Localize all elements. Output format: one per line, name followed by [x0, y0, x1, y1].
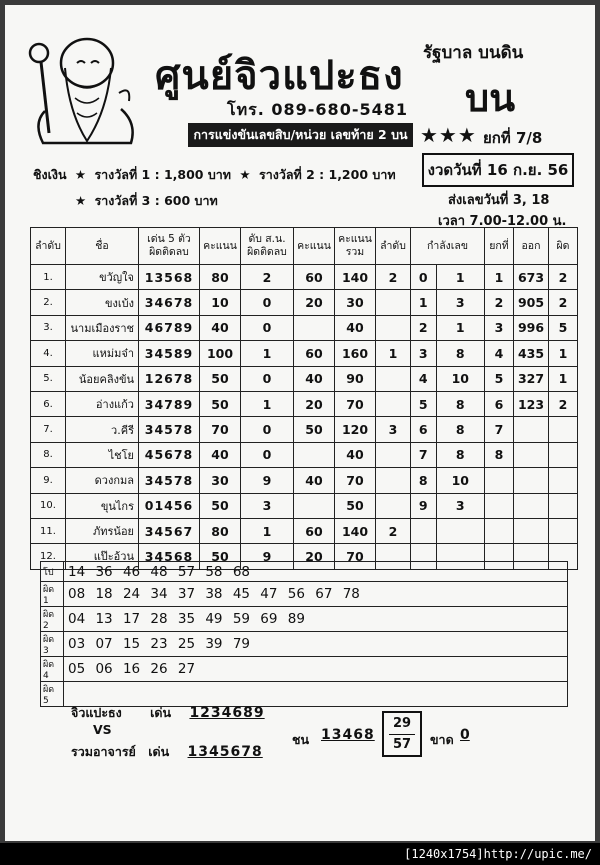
- pair-label: โป: [41, 562, 64, 582]
- table-cell: 50: [200, 366, 241, 391]
- prize-first: รางวัลที่ 1 : 1,800 บาท: [94, 167, 232, 182]
- table-cell: [485, 493, 514, 518]
- competition-banner: การแข่งขันเลขสิบ/หน่วย เลขท้าย 2 บน: [188, 123, 413, 147]
- star-rating: ★★★: [420, 123, 477, 147]
- table-cell: [376, 315, 411, 340]
- header-round: ยกที่: [485, 228, 514, 265]
- table-cell: 60: [294, 518, 335, 543]
- header-power: กำลังเลข: [411, 228, 485, 265]
- star-icon: ★: [75, 193, 87, 208]
- prize-label: ชิงเงิน: [33, 167, 67, 182]
- hermit-mascot-icon: [15, 23, 141, 155]
- table-cell: ขงเบ้ง: [66, 290, 139, 315]
- pair-numbers: 05 06 16 26 27: [64, 657, 568, 682]
- table-cell: 2: [485, 290, 514, 315]
- table-cell: [376, 493, 411, 518]
- table-cell: 45678: [139, 442, 200, 467]
- flyer-page: [5, 5, 595, 841]
- table-cell: 2: [411, 315, 437, 340]
- table-cell: [411, 518, 437, 543]
- table-cell: [376, 442, 411, 467]
- table-cell: [514, 417, 549, 442]
- table-cell: 60: [294, 341, 335, 366]
- table-cell: 673: [514, 265, 549, 290]
- table-cell: 20: [294, 391, 335, 416]
- table-row: [31, 442, 578, 467]
- table-row: [31, 315, 578, 340]
- table-cell: 1: [549, 366, 578, 391]
- table-cell: 2: [549, 391, 578, 416]
- table-cell: [549, 442, 578, 467]
- table-cell: 3.: [31, 315, 66, 340]
- table-cell: [485, 518, 514, 543]
- table-cell: 100: [200, 341, 241, 366]
- lose-number: 0: [460, 727, 470, 743]
- table-cell: 90: [335, 366, 376, 391]
- table-cell: 996: [514, 315, 549, 340]
- header-order: ลำดับ: [376, 228, 411, 265]
- score-table: [30, 227, 578, 570]
- table-cell: 20: [294, 544, 335, 569]
- table-cell: 40: [294, 468, 335, 493]
- table-cell: 50: [335, 493, 376, 518]
- table-cell: [549, 493, 578, 518]
- brand-title: ศูนย์จิวแปะธง: [155, 53, 404, 99]
- table-cell: [514, 468, 549, 493]
- table-cell: 2: [549, 265, 578, 290]
- table-cell: [514, 442, 549, 467]
- table-cell: 10: [436, 468, 484, 493]
- table-cell: แหม่มจ๋า: [66, 341, 139, 366]
- header-play5: เด่น 5 ตัว ผิดติดลบ: [139, 228, 200, 265]
- pair-numbers: 14 36 46 48 57 58 68: [64, 562, 568, 582]
- table-cell: 30: [200, 468, 241, 493]
- table-cell: 80: [200, 518, 241, 543]
- table-cell: 46789: [139, 315, 200, 340]
- table-cell: 20: [294, 290, 335, 315]
- prize-second: รางวัลที่ 2 : 1,200 บาท: [258, 167, 396, 182]
- table-cell: 327: [514, 366, 549, 391]
- table-cell: 3: [436, 493, 484, 518]
- table-cell: [294, 315, 335, 340]
- table-cell: 1: [411, 290, 437, 315]
- table-cell: 1: [241, 518, 294, 543]
- header-score2: คะแนน: [294, 228, 335, 265]
- table-cell: ภัทรน้อย: [66, 518, 139, 543]
- team1-name: จิวแปะธง: [71, 705, 122, 720]
- pair-label: ผิด 2: [41, 607, 64, 632]
- table-cell: 0: [241, 442, 294, 467]
- lose-label: ขาด: [430, 732, 454, 747]
- pair-label: ผิด 3: [41, 632, 64, 657]
- vs-label: VS: [93, 722, 112, 737]
- table-cell: 1: [241, 391, 294, 416]
- score-rows: [31, 265, 578, 570]
- table-cell: 34578: [139, 468, 200, 493]
- table-cell: 10: [200, 290, 241, 315]
- table-cell: [376, 290, 411, 315]
- big-kind-label: บน: [465, 76, 516, 120]
- ratio-box: [382, 711, 422, 757]
- table-cell: 50: [200, 544, 241, 569]
- table-row: [31, 265, 578, 290]
- pair-label: ผิด 1: [41, 582, 64, 607]
- team2-play-label: เด่น: [148, 744, 170, 759]
- phone-number: โทร. 089-680-5481: [227, 100, 408, 119]
- pair-row: [41, 632, 568, 657]
- table-cell: 3: [436, 290, 484, 315]
- table-cell: น้อยคลิงข้น: [66, 366, 139, 391]
- table-cell: 8.: [31, 442, 66, 467]
- prize-third: รางวัลที่ 3 : 600 บาท: [94, 193, 218, 208]
- table-cell: 50: [200, 493, 241, 518]
- table-cell: [485, 468, 514, 493]
- table-cell: 40: [335, 315, 376, 340]
- table-cell: [376, 391, 411, 416]
- header-score1: คะแนน: [200, 228, 241, 265]
- table-cell: 2.: [31, 290, 66, 315]
- table-cell: 435: [514, 341, 549, 366]
- table-cell: อ่างแก้ว: [66, 391, 139, 416]
- star-icon: ★: [239, 167, 251, 182]
- table-cell: 2: [376, 265, 411, 290]
- table-cell: 3: [241, 493, 294, 518]
- team1-play-label: เด่น: [150, 705, 172, 720]
- table-cell: 8: [436, 417, 484, 442]
- table-cell: 7.: [31, 417, 66, 442]
- pairs-rows: [41, 562, 568, 707]
- table-cell: 12678: [139, 366, 200, 391]
- table-cell: 4: [485, 341, 514, 366]
- table-row: [31, 341, 578, 366]
- team1-number: 1234689: [189, 705, 265, 721]
- table-cell: 40: [335, 442, 376, 467]
- table-cell: 13568: [139, 265, 200, 290]
- header-rank: ลำดับ: [31, 228, 66, 265]
- table-cell: ดวงกมล: [66, 468, 139, 493]
- table-cell: 3: [376, 417, 411, 442]
- image-host-footer: [0, 843, 600, 865]
- table-cell: 7: [411, 442, 437, 467]
- table-cell: 8: [436, 442, 484, 467]
- table-row: [31, 391, 578, 416]
- table-cell: 8: [411, 468, 437, 493]
- table-cell: [514, 518, 549, 543]
- table-cell: [294, 493, 335, 518]
- ratio-bottom: 57: [392, 737, 412, 752]
- ratio-top: 29: [392, 716, 412, 731]
- table-cell: 9: [411, 493, 437, 518]
- table-cell: 34578: [139, 417, 200, 442]
- table-cell: 50: [294, 417, 335, 442]
- team2-name: รวมอาจารย์: [71, 744, 136, 759]
- table-cell: [294, 442, 335, 467]
- pair-row: [41, 607, 568, 632]
- table-cell: 2: [549, 290, 578, 315]
- table-cell: 0: [411, 265, 437, 290]
- table-cell: 4.: [31, 341, 66, 366]
- table-cell: 11.: [31, 518, 66, 543]
- table-cell: 1: [549, 341, 578, 366]
- table-cell: ขุนไกร: [66, 493, 139, 518]
- table-cell: 10.: [31, 493, 66, 518]
- table-cell: 80: [200, 265, 241, 290]
- table-cell: 10: [436, 366, 484, 391]
- table-row: [31, 417, 578, 442]
- table-row: [31, 290, 578, 315]
- draw-time: เวลา 7.00-12.00 น.: [438, 214, 567, 229]
- pair-numbers: 08 18 24 34 37 38 45 47 56 67 78: [64, 582, 568, 607]
- table-cell: 34568: [139, 544, 200, 569]
- table-cell: 5.: [31, 366, 66, 391]
- table-cell: นามเมืองราช: [66, 315, 139, 340]
- table-cell: 3: [485, 315, 514, 340]
- win-number: 13468: [321, 727, 375, 743]
- table-row: [31, 493, 578, 518]
- table-cell: 34789: [139, 391, 200, 416]
- table-cell: 70: [200, 417, 241, 442]
- table-cell: 5: [411, 391, 437, 416]
- table-cell: 120: [335, 417, 376, 442]
- table-cell: 9.: [31, 468, 66, 493]
- table-cell: 9: [241, 468, 294, 493]
- header-pair: ดับ ส.น. ผิดติดลบ: [241, 228, 294, 265]
- table-cell: 70: [335, 468, 376, 493]
- footer-url: [1240x1754]http://upic.me/: [404, 847, 592, 861]
- round-label: ยกที่ 7/8: [483, 129, 543, 147]
- table-cell: 5: [549, 315, 578, 340]
- table-cell: 40: [200, 442, 241, 467]
- table-cell: 8: [485, 442, 514, 467]
- table-cell: 0: [241, 366, 294, 391]
- win-label: ชน: [292, 732, 310, 747]
- table-cell: 1: [241, 341, 294, 366]
- table-cell: 01456: [139, 493, 200, 518]
- table-cell: 50: [200, 391, 241, 416]
- table-cell: 2: [376, 518, 411, 543]
- star-icon: ★: [74, 167, 87, 182]
- table-cell: 7: [485, 417, 514, 442]
- pair-label: ผิด 4: [41, 657, 64, 682]
- table-cell: 1.: [31, 265, 66, 290]
- table-cell: 9: [241, 544, 294, 569]
- table-cell: 8: [436, 391, 484, 416]
- table-cell: 1: [485, 265, 514, 290]
- table-cell: 140: [335, 518, 376, 543]
- table-row: [31, 518, 578, 543]
- table-cell: [436, 518, 484, 543]
- header-total: คะแนน รวม: [335, 228, 376, 265]
- table-cell: 160: [335, 341, 376, 366]
- table-cell: 70: [335, 544, 376, 569]
- table-cell: 4: [411, 366, 437, 391]
- lottery-type: รัฐบาล บนดิน: [423, 43, 524, 63]
- draw-date: งวดวันที่ 16 ก.ย. 56: [422, 153, 574, 187]
- table-cell: 60: [294, 265, 335, 290]
- table-cell: ขวัญใจ: [66, 265, 139, 290]
- table-cell: 70: [335, 391, 376, 416]
- table-row: [31, 468, 578, 493]
- table-cell: 30: [335, 290, 376, 315]
- table-cell: 1: [436, 265, 484, 290]
- table-cell: 2: [241, 265, 294, 290]
- table-cell: 123: [514, 391, 549, 416]
- pairs-table: [40, 561, 568, 707]
- table-cell: 140: [335, 265, 376, 290]
- pair-row: [41, 582, 568, 607]
- table-row: [31, 366, 578, 391]
- table-cell: 6: [411, 417, 437, 442]
- table-cell: 40: [200, 315, 241, 340]
- table-cell: ไชโย: [66, 442, 139, 467]
- pair-numbers: 03 07 15 23 25 39 79: [64, 632, 568, 657]
- header-wrong: ผิด: [549, 228, 578, 265]
- table-cell: แป๊ะอ้วน: [66, 544, 139, 569]
- table-cell: 8: [436, 341, 484, 366]
- table-cell: [376, 366, 411, 391]
- table-cell: 0: [241, 290, 294, 315]
- table-cell: 5: [485, 366, 514, 391]
- header-out: ออก: [514, 228, 549, 265]
- table-cell: 34589: [139, 341, 200, 366]
- pair-row: [41, 562, 568, 582]
- table-cell: 34567: [139, 518, 200, 543]
- ratio-divider: [389, 734, 415, 735]
- table-cell: 1: [376, 341, 411, 366]
- pair-label: ผิด 5: [41, 682, 64, 707]
- table-cell: ว.คีรี: [66, 417, 139, 442]
- table-cell: 0: [241, 315, 294, 340]
- pair-numbers: 04 13 17 28 35 49 59 69 89: [64, 607, 568, 632]
- table-cell: [376, 468, 411, 493]
- table-cell: [549, 468, 578, 493]
- table-cell: 0: [241, 417, 294, 442]
- score-table-header: [31, 228, 578, 265]
- prize-list: [33, 162, 400, 214]
- table-cell: [549, 518, 578, 543]
- table-cell: [549, 417, 578, 442]
- table-cell: 6: [485, 391, 514, 416]
- table-cell: 40: [294, 366, 335, 391]
- draw-days: ส่งเลขวันที่ 3, 18: [448, 193, 550, 208]
- table-cell: 6.: [31, 391, 66, 416]
- header-name: ชื่อ: [66, 228, 139, 265]
- table-cell: 1: [436, 315, 484, 340]
- pair-row: [41, 657, 568, 682]
- team2-number: 1345678: [187, 744, 263, 760]
- table-cell: 34678: [139, 290, 200, 315]
- table-cell: 905: [514, 290, 549, 315]
- table-cell: [514, 493, 549, 518]
- table-cell: 3: [411, 341, 437, 366]
- table-cell: 12.: [31, 544, 66, 569]
